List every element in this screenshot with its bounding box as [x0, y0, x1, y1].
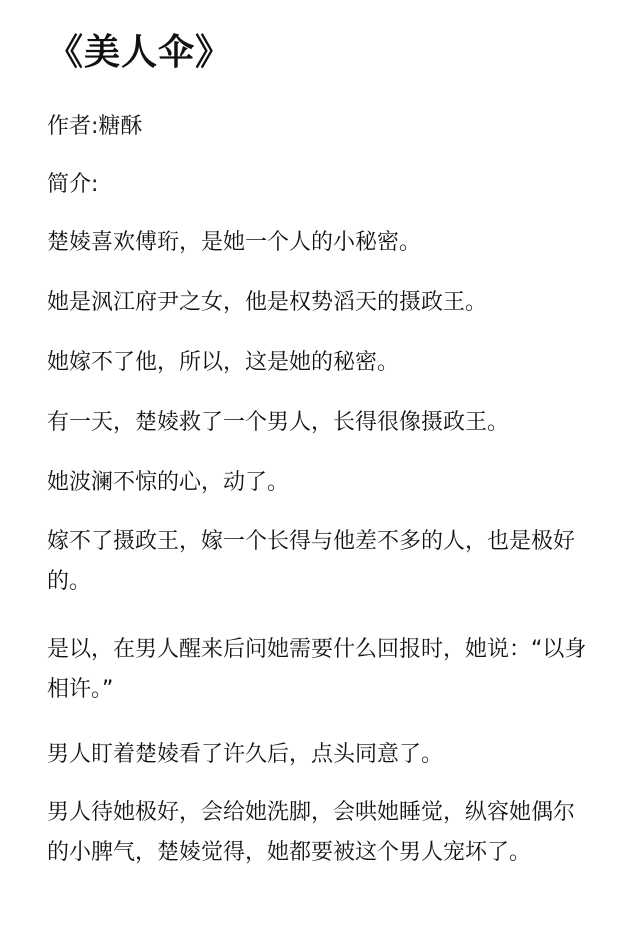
paragraph: 男人待她极好，会给她洗脚，会哄她睡觉，纵容她偶尔的小脾气，楚婈觉得，她都要被这个男人宠坏了。 — [47, 800, 576, 865]
author-line: 作者:糖酥 — [47, 114, 143, 139]
intro-label: 简介: — [47, 172, 99, 197]
paragraph: 男人盯着楚婈看了许久后，点头同意了。 — [47, 742, 444, 767]
paragraph: 嫁不了摄政王，嫁一个长得与他差不多的人，也是极好的。 — [47, 529, 576, 594]
paragraph: 她是沨江府尹之女，他是权势滔天的摄政王。 — [47, 290, 488, 315]
document-title: 《美人伞》 — [47, 32, 233, 73]
paragraph: 楚婈喜欢傅珩，是她一个人的小秘密。 — [47, 230, 422, 255]
paragraph: 有一天，楚婈救了一个男人，长得很像摄政王。 — [47, 410, 510, 435]
paragraph: 她嫁不了他，所以，这是她的秘密。 — [47, 350, 400, 375]
paragraph: 她波澜不惊的心，动了。 — [47, 470, 290, 495]
paragraph: 是以，在男人醒来后问她需要什么回报时，她说：“以身相许。” — [47, 637, 587, 702]
